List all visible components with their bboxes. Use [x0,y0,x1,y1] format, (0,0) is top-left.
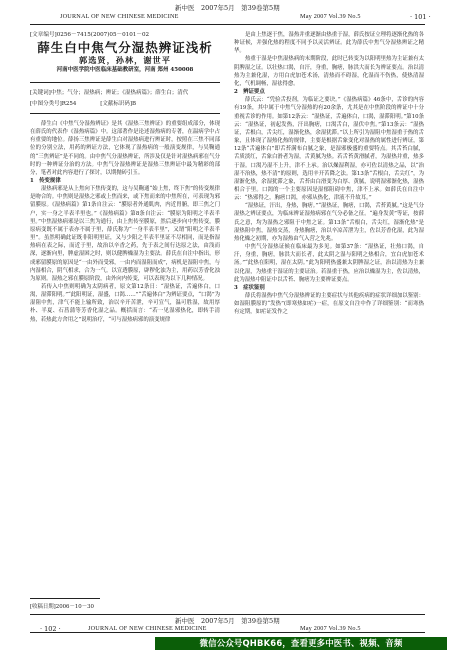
keywords: [关键词]中焦；气分；湿热病；辨证；《湿热病篇》；薛生白；清代 [30,90,189,97]
body-paragraph: 薛氏将湿热中焦气分湿热辨证的主要症状与其他疾病的症状详细加以鉴别：如湿阻膜原的“发热”(即寒热如疟)一症，在原文自注中作了详细鉴别：“而寒热有定期，如疟证发作之 [234,293,424,316]
body-paragraph: “湿热证，汗出，身热，胸痞。”“湿热证，胸痞，口渴，舌苔黄腻。”这是气分湿热之辨证要点，为临床辨证湿热病邪在气分必备之征。“遍身发黄”等证，按薛氏之意，均为湿热之邪阻于中焦之证。第13条“舌根白，舌尖红，湿渐化热”是湿热阻中焦，湿热交蒸，身热胸痞，治以辛凉苦泄为主，佐以芳香化湿，此为湿热化燥之初期，亦为湿热由气入营之先兆。 [234,203,424,242]
left-body-text [30,120,220,324]
wechat-watermark-banner: 微信公众号QHBK66，查看更多中医书、视频、音频 [155,637,447,650]
received-date: [收稿日期]2006－10－30 [30,604,94,610]
article-authors: 郭选贤，孙林，谢世平 [79,55,171,66]
next-page-header-rule [30,632,425,633]
header-rule [30,24,425,25]
next-journal-name-cn: 新中医 2007年5月 第39卷第5期 [175,617,280,625]
document-code: [文章编号]0256－7415(2007)05－0101－02 [30,32,150,38]
next-issue-info: May 2007 Vol.39 No.5 [300,625,361,632]
body-paragraph: 薛生白《中焦气分湿热辨证》是其《湿热三焦辨证》的重要组成部分，体现在薛氏的代表作《湿热病篇》中。这部著作是论述湿热病的专著，在温病学中占有重要的地位。薛扬三焦辨证是薛生白对湿热病进行辨证时，按照在三焦不同部位的分别立法，用药的辨证方法，它体现了湿热病的一般演变规律，与吴鞠通的“三焦辨证”是不同的。由中焦气分湿热辨证，所涉及仅是针对湿热病邪在气分时的一种辨证分治的方法。中焦气分湿热辨证是湿热三焦辨证中最为精彩的部分，笔者对此内容进行了探讨，以期抛砖引玉。 [30,120,220,176]
document-mark: [文献标识码]B [100,100,137,107]
classification-code: [中图分类号]R254 [30,100,77,107]
body-rule [30,113,220,114]
next-page-number: · 102 · [40,625,61,633]
body-paragraph: 热重于湿是中焦湿热病的末期阶段，此时已转变为以阳明里热为主证兼有太阴脾湿之证。以壮热口渴，自汗，身重，胸痞，脉洪大而长为辨证要点。治以清热为主兼化湿，方用白虎加苍术汤，清热而不碍湿，化湿而不伤热，使热清湿化，气机调畅，湿祛得愈。 [234,56,424,87]
right-column [234,31,424,611]
page-number: · 101 · [410,13,431,21]
abstract-rule [30,82,220,83]
body-paragraph: 湿热病邪是从上焦向下焦传变的，这与吴鞠通“始上焦，终下焦”的传变规律是吻合的。中焦则是湿热之邪或上焦而来，或下焦而来的中焦所在，可表现为邪留膜原。《湿热病篇》第1条自注云：“膜原者外通肌肉，内近胃腑，即三焦之门户，实一身之半表半里也。”《湿热病篇》第8条自注云：“膜原为阳明之半表半里。”中焦湿热病邪是以三焦为通行，由上焦传至膜原，然后逐步向中焦传变，膜原病变既不属于表亦不属于里，薛氏称为“一身半表半里”，又谓“阳明之半表半里”。虽然明确此证既非阳明里证，又与少阳之半表半里证不尽相同，而是指湿热病在表之际，而近于里，故治以辛香之药，先于表之间行达原之法，由浅而深，逐渐向里，脾虚湿困之时，则以健脾燥湿为主要法。薛氏在自注中指出，形成邪留膜原的原因是“一由外而受邪，一由内而湿阻而成”，病机是湿阻中焦，与内湿相合，阴气相求，合为一气。以宣透膜原，辟秽化浊为主，用药以芳香化浊为原则。湿热之邪在膜原阶段，由外向内传变，可以表现为以下几种情况。 [30,186,220,282]
next-journal-name-en: JOURNAL OF NEW CHINESE MEDICINE [88,625,207,632]
next-page-top-rule [30,614,425,615]
issue-info: May 2007 Vol.39 No.5 [300,13,361,20]
section-heading: 1 传变规律 [30,177,61,184]
journal-name-cn: 新中医 2007年5月 第39卷第5期 [175,4,280,12]
section-heading: 2 辨证要点 [234,89,265,96]
body-paragraph: 是由上焦逐于焦，湿热并重逐渐由热重于湿，薛氏按证立理将逐渐化热的各种证候，并强化热的程度不同予以灵活辨证。此为薛氏中焦气分湿热辨证之精华。 [234,32,424,55]
body-paragraph: 若传入中焦则明确为太阴病者，原文第12条日：“湿热证，舌遍体白，口渴，湿滞阳明。”“此阳明证，湿盛，口渴……”“舌遍体白”为辨证要点，“口渴”为湿阻中焦，津气不能上输所致，治以辛开苦泄，辛可宣气，温可胜湿，故用厚朴、半夏、石菖蒲等芳香化湿之品。概括而言：“若一见湿邪热化，即转手清热，若热此方舍用之”说明治疗，“可与湿热病邪的演变规律 [30,284,220,323]
body-paragraph: 薛氏云：“凭验舌投剂，为临证之要诀。”《湿热病篇》46条中，舌诊的内容有19条，其中属于中焦气分湿热的有20余条，尤其是在中焦阶段的辨证中十分重视舌诊的作用。如第12条云：“湿热证，舌遍体白，口渴，湿滞阳明。”第10条云：“湿热证，初起发热，汗出胸痞，口渴舌白，湿伏中焦。”第13条云：“湿热证，舌根白，舌尖红，湿渐化热，余湿犹滞。”以上所引为湿阻中焦湿重于热的舌象，且体现了湿热化热的规律，主要是根据舌象变化对湿热的属性进行辨证，第12条“舌遍体白”即舌苔满布白腻之象，是湿邪极盛的重要特点。其舌苔白腻，舌质淡红，舌象白滑者为湿，舌黄腻为热。若舌苔黄滑腻者，为湿热并重，热多于湿。口渴乃湿不上升，津不上承。治以燥湿利湿，亦可佐以清热之品，以“治湿不治热，热不清”的原则，选用辛开苦降之法。第13条“舌根白，舌尖红”，为湿渐化热，余湿犹滞之象，舌苔由白滑变为白厚、黄腻，说明湿邪渐化热，湿热相合于里。口渴的一个主要原因是湿郁阻碍中焦，津不上承。如薛氏在自注中云：“热邪得之，胸痞口渴，亦邪从热化，津液不升故耳。” [234,97,424,202]
footnote-rule [30,598,100,599]
classification-line [30,100,220,108]
article-title: 薛生白中焦气分湿热辨证浅析 [37,40,213,55]
body-paragraph: 中焦气分湿热证候在临床最为多见。如第37条：“湿热证，壮热口渴，自汗，身重，胸痞，脉洪大而长者，此太阴之湿与阳明之热相合，宜白虎加苍术汤。”“此热在阳明，湿在太阴。”此为阳明热盛兼太阴脾湿之证，治以清热为主兼以化湿，为热重于湿证的主要证治。若湿重于热，应治以燥湿为主，佐以清热，此为湿热中阻证中以舌苔、胸痞为主要辨证要点。 [234,244,424,283]
right-body-text [234,31,424,316]
left-column [30,31,220,596]
journal-name-en: JOURNAL OF NEW CHINESE MEDICINE [60,13,179,20]
author-affiliation: 河南中医学院中医临床基础教研室，河南 郑州 450008 [56,67,194,74]
section-heading: 3 症状鉴别 [234,284,265,291]
